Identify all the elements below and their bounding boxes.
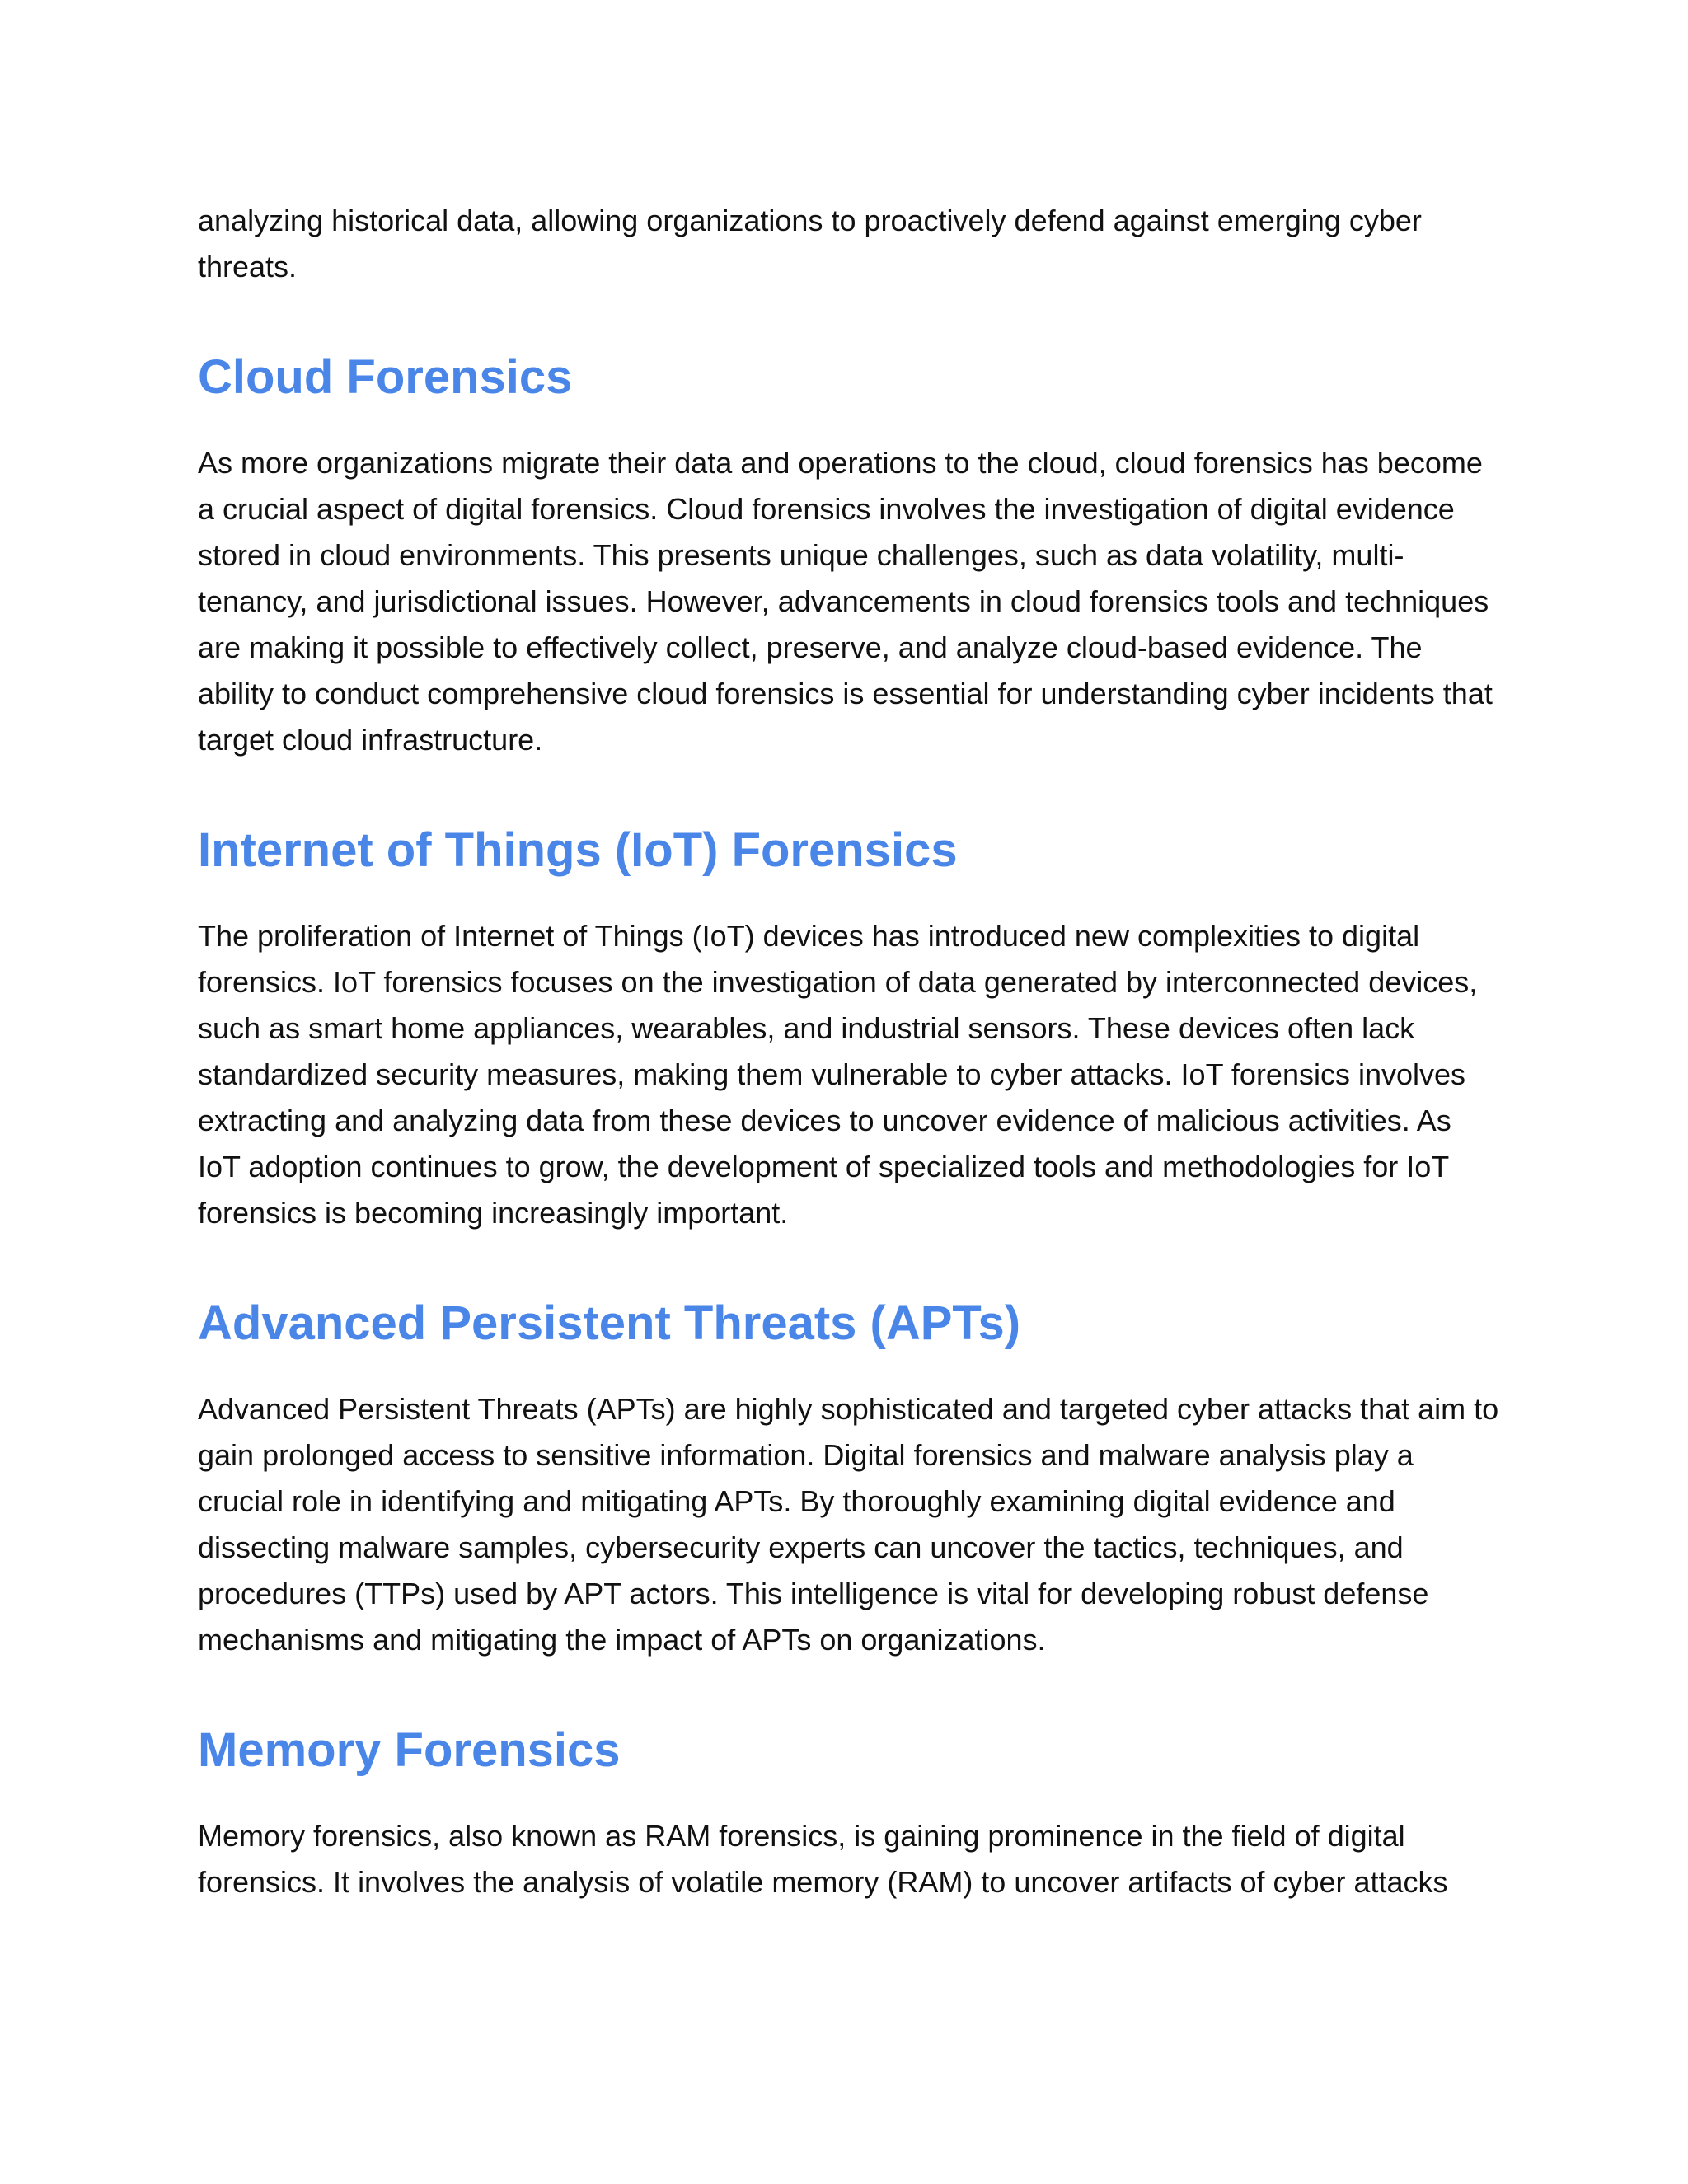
heading-apts: Advanced Persistent Threats (APTs)	[198, 1296, 1021, 1350]
paragraph-iot-forensics: The proliferation of Internet of Things (IoT) devices has introduced new complexities to digital forensics. IoT forensics focuses on the investigation of data generated by interconnected devices, such as smart home appliances, wearables, and industrial sensors. These devices often lack standardized security measures, making them vulnerable to cyber attacks. IoT forensics involves extracting and analyzing data from these devices to uncover evidence of malicious activities. As IoT adoption continues to grow, the development of specialized tools and methodologies for IoT forensics is becoming increasingly important.	[198, 919, 1478, 1230]
heading-iot-forensics: Internet of Things (IoT) Forensics	[198, 823, 958, 877]
intro-paragraph: analyzing historical data, allowing organizations to proactively defend against emerging cyber threats.	[198, 204, 1422, 284]
paragraph-apts: Advanced Persistent Threats (APTs) are highly sophisticated and targeted cyber attacks that aim to gain prolonged access to sensitive information. Digital forensics and malware analysis play a crucial role in identifying and mitigating APTs. By thoroughly examining digital evidence and dissecting malware samples, cybersecurity experts can uncover the tactics, techniques, and procedures (TTPs) used by APT actors. This intelligence is vital for developing robust defense mechanisms and mitigating the impact of APTs on organizations.	[198, 1392, 1499, 1657]
paragraph-cloud-forensics: As more organizations migrate their data and operations to the cloud, cloud forensics has become a crucial aspect of digital forensics. Cloud forensics involves the investigation of digital evidence stored in cloud environments. This presents unique challenges, such as data volatility, multi-tenancy, and jurisdictional issues. However, advancements in cloud forensics tools and techniques are making it possible to effectively collect, preserve, and analyze cloud-based evidence. The ability to conduct comprehensive cloud forensics is essential for understanding cyber incidents that target cloud infrastructure.	[198, 446, 1493, 757]
heading-cloud-forensics: Cloud Forensics	[198, 350, 573, 404]
paragraph-memory-forensics: Memory forensics, also known as RAM forensics, is gaining prominence in the field of digital forensics. It involves the analysis of volatile memory (RAM) to uncover artifacts of cyber attacks	[198, 1819, 1448, 1899]
document-body	[198, 198, 1500, 1905]
heading-memory-forensics: Memory Forensics	[198, 1723, 621, 1777]
